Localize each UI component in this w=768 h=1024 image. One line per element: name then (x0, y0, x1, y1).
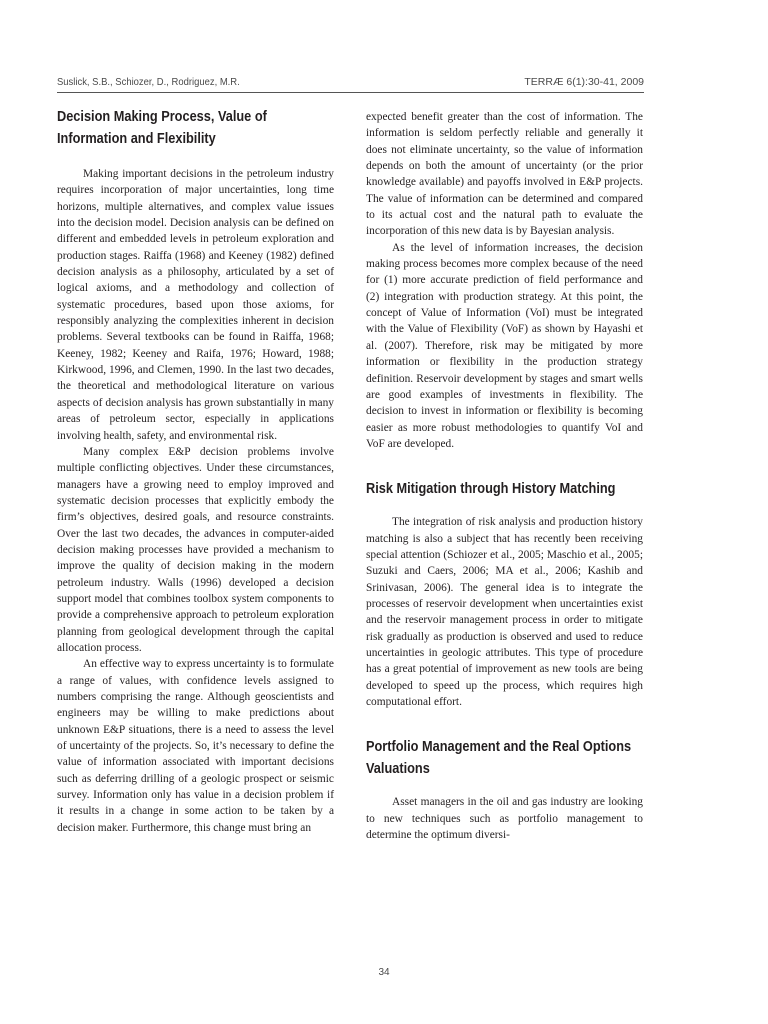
paragraph-history-matching: The integration of risk analysis and production history matching is also a subject that has recently been receiving special attention (Schiozer et al., 2005; Maschio et al., 2005; Suzuki and Caers, 2006; MA et al., 2006; Kashib and Srinivasan, 2006). The general idea is to integrate the processes of reservoir development when uncertainties exist and the reservoir management process in order to mitigate risk gradually as production is observed and used to reduce uncertainties in geologic attributes. This type of procedure has a great potential of improvement as new tools are being developed to speed up the process, which requires high computational effort. (366, 516, 643, 708)
paragraph-continued-value-of-information: expected benefit greater than the cost of information. The information is seldom perfectly reliable and generally it does not eliminate uncertainty, so the value of information depends on both the amount of uncertainty (or the prior knowledge available) and payoffs involved in E&P projects. The value of information can be determined and compared to its actual cost and the natural path to evaluate the incorporation of this new data is by Bayesian analysis. (366, 111, 643, 238)
paragraph-express-uncertainty: An effective way to express uncertainty is to formulate a range of values, with confidence levels assigned to numbers comprising the range. Although geoscientists and engineers may be willing to make predictions about unknown E&P situations, there is a need to assess the level of uncertainty of the projects. So, it’s necessary to define the value of information associated with important decisions such as deferring drilling of a geologic prospect or seismic survey. Information only has value in a decision problem if it results in a change in some action to be taken by a decision maker. Furthermore, this change must bring an (57, 658, 334, 834)
header-divider (57, 92, 644, 93)
right-column (366, 109, 643, 843)
section-heading-risk-mitigation: Risk Mitigation through History Matching (366, 480, 616, 498)
header-journal-citation: TERRÆ 6(1):30-41, 2009 (524, 76, 644, 88)
paragraph-asset-managers: Asset managers in the oil and gas industry are looking to new techniques such as portfolio management to determine the optimum diversi- (366, 796, 643, 842)
page-number: 34 (378, 967, 390, 978)
header-authors: Suslick, S.B., Schiozer, D., Rodriguez, M.R. (57, 76, 240, 88)
paragraph-conflicting-objectives: Many complex E&P decision problems involve multiple conflicting objectives. Under these circumstances, managers have a growing need to employ improved and systematic decision processes that explicitly embody the firm’s objectives, desired goals, and resource constraints. Over the last two decades, the advances in computer-aided decision making processes have provided a mechanism to improve the quality of decision making in the modern petroleum industry. Walls (1996) developed a decision support model that combines toolbox system components to provide a comprehensive approach to petroleum exploration planning from geological development through the capital allocation process. (57, 445, 334, 654)
left-column (57, 106, 334, 836)
section-heading-portfolio-management: Portfolio Management and the Real Options Valuations (366, 738, 632, 778)
paragraph-decision-analysis: Making important decisions in the petroleum industry requires incorporation of major uncertainties, long time horizons, multiple alternatives, and complex value issues into the decision model. Decision analysis can be defined on different and embedded levels in petroleum exploration and production stages. Raiffa (1968) and Keeney (1982) defined decision analysis as a philosophy, articulated by a set of logical axioms, and a methodology and collection of systematic procedures, based upon those axioms, for responsibly analyzing the complexities inherent in decision problems. Several textbooks can be found in Raiffa, 1968; Keeney, 1982; Keeney and Raifa, 1976; Howard, 1988; Kirkwood, 1996, and Clemen, 1990. In the last two decades, the theoretical and methodological literature on various aspects of decision analysis has grown substantially in many areas of petroleum sector, especially in applications involving health, safety, and environmental risk. (57, 168, 334, 442)
paragraph-level-of-information: As the level of information increases, the decision making process becomes more complex because of the need for (1) more accurate prediction of field performance and (2) integration with production strategy. At this point, the concept of Value of Information (VoI) must be integrated with the Value of Flexibility (VoF) as shown by Hayashi et al. (2007). Therefore, risk may be mitigated by more information or flexibility in the production strategy definition. Reservoir development by stages and smart wells are good examples of investments in flexibility. The decision to invest in information or flexibility is becoming easier as more robust methodologies to quantify VoI and VoF are developed. (366, 241, 643, 450)
section-heading-decision-making: Decision Making Process, Value of Information and Flexibility (57, 108, 267, 147)
